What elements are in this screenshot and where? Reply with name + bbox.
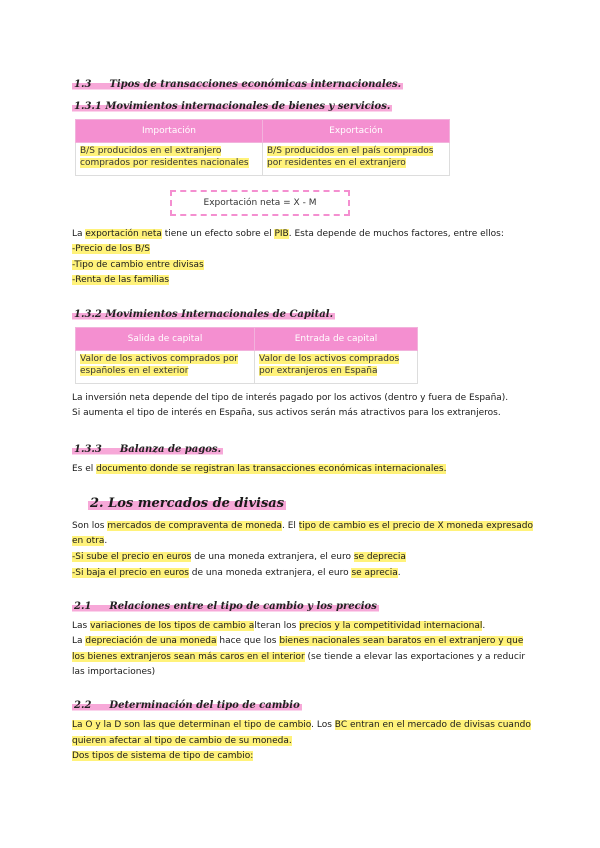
text-run: entran en el mercado de divisas cuando [347,720,531,730]
table-cell [76,351,255,384]
text-run: -Si sube el precio en euros [72,552,192,562]
paragraph-depreciacion [72,634,523,648]
paragraph-depreciacion-2 [72,650,525,664]
text-run: bienes nacionales sean baratos en el extranjero y que [279,636,524,646]
paragraph-depreciacion-3 [72,665,155,679]
text-run: las importaciones) [72,667,156,677]
text-run: -Renta de las familias [72,275,170,285]
text-run: Dos tipos de sistema de tipo de cambio: [72,751,254,761]
text-run: PIB [274,229,289,239]
text-run [72,79,403,90]
table-header-importacion: Importación [76,120,263,143]
paragraph-determinacion-2 [72,734,292,748]
paragraph-mercados [72,519,533,533]
text-run: Las [72,621,91,631]
text-run: exportación neta [85,229,162,239]
text-run: Es el [72,464,97,474]
section-number: 2.1 [74,601,92,612]
text-run: tiene un efecto sobre el [161,229,275,239]
section-title: Balanza de pagos. [119,444,222,455]
section-number: 1.3 [74,79,92,90]
section-heading-2-2 [72,700,302,711]
section-heading-1-3-3 [72,444,223,455]
section-heading-2-1 [72,601,379,612]
text-run: tipo de cambio es el precio de X moneda expresado [298,521,533,531]
text-run [72,309,335,320]
text-run: La [72,229,86,239]
table-cell [76,143,263,176]
text-run: se aprecia [351,568,398,578]
table-header-entrada: Entrada de capital [255,328,418,351]
paragraph-exportacion [72,227,504,241]
text-run: -Si baja el precio en euros [72,568,189,578]
list-item [72,258,204,272]
list-item [72,273,169,287]
text-run: mercados de compraventa de moneda [107,521,282,531]
paragraph-baja [72,566,401,580]
chapter-heading-2 [88,496,286,511]
text-run: -Precio de los B/S [72,244,150,254]
paragraph-determinacion-3 [72,749,253,763]
text-run: se deprecia [353,552,406,562]
section-title: Relaciones entre el tipo de cambio y los precios [109,601,377,612]
paragraph-determinacion [72,718,531,732]
text-run: quieren afectar al tipo de cambio de su moneda. [72,736,292,746]
section-number: 2.2 [74,700,92,711]
paragraph-sube [72,550,406,564]
text-run: . [397,568,401,578]
text-run [72,101,392,112]
text-run: lteran los [254,621,300,631]
text-run: BC [334,720,348,730]
section-heading-1-3-1 [72,101,392,112]
text-run [88,496,286,511]
section-number: 1.3.2 [74,309,102,320]
text-run: documento donde se registran las transacciones económicas internacionales. [96,464,447,474]
text-run: Son los [72,521,108,531]
text-run: . [482,621,486,631]
text-run: en otra [72,536,105,546]
section-heading-1-3 [72,79,403,90]
cell-text: Valor de los activos comprados por extranjeros en España [259,354,400,376]
text-run: -Tipo de cambio entre divisas [72,260,204,270]
text-run: depreciación de una moneda [85,636,217,646]
chapter-title: Los mercados de divisas [108,496,285,511]
text-run: de una moneda extranjera, el euro [188,568,352,578]
paragraph-variaciones [72,619,485,633]
text-run: . El [281,521,299,531]
section-heading-1-3-2 [72,309,335,320]
text-run: La [72,636,86,646]
text-run: de una moneda extranjera, el euro [191,552,354,562]
table-header-exportacion: Exportación [263,120,450,143]
text-run: hace que los [216,636,280,646]
table-cell [263,143,450,176]
trade-table [75,119,450,176]
text-run: (se tiende a elevar las exportaciones y a reducir [304,652,526,662]
cell-text: B/S producidos en el extranjero comprados por residentes nacionales [80,146,249,168]
text-run: precios y la competitividad internacional [299,621,483,631]
section-title: Tipos de transacciones económicas internacionales. [109,79,402,90]
text-run: La O y la D son las que determinan el tipo de cambio [72,720,312,730]
chapter-number: 2. [90,496,104,511]
paragraph-mercados-2 [72,534,107,548]
cell-text: Valor de los activos comprados por españoles en el exterior [80,354,238,376]
text-run [72,601,379,612]
paragraph-balanza [72,462,446,476]
paragraph-inversion-2: Si aumenta el tipo de interés en España, sus activos serán más atractivos para los extranjeros. [72,408,501,418]
list-item [72,242,150,256]
paragraph-inversion: La inversión neta depende del tipo de interés pagado por los activos (dentro y fuera de España). [72,393,509,403]
section-title: Movimientos internacionales de bienes y servicios. [105,101,391,112]
text-run: . [104,536,108,546]
formula-box: Exportación neta = X - M [170,190,350,216]
text-run: los bienes extranjeros sean más caros en el interior [72,652,305,662]
section-title: Movimientos Internacionales de Capital. [105,309,334,320]
text-run [72,444,223,455]
table-header-salida: Salida de capital [76,328,255,351]
table-cell [255,351,418,384]
section-title: Determinación del tipo de cambio [109,700,300,711]
section-number: 1.3.3 [74,444,102,455]
text-run: variaciones de los tipos de cambio a [90,621,255,631]
text-run: . Los [311,720,335,730]
text-run [72,700,302,711]
cell-text: B/S producidos en el país comprados por residentes en el extranjero [267,146,434,168]
text-run: . Esta depende de muchos factores, entre ellos: [288,229,504,239]
section-number: 1.3.1 [74,101,102,112]
capital-table [75,327,418,384]
